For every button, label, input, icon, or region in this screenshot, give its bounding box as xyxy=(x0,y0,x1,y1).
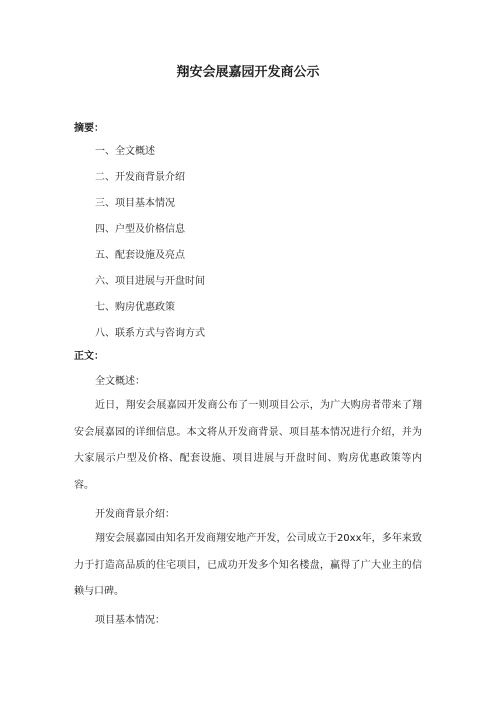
section-heading: 全文概述： xyxy=(95,376,145,387)
toc-item: 四、户型及价格信息 xyxy=(95,224,185,235)
abstract-label: 摘要： xyxy=(74,123,104,134)
toc-item: 一、全文概述 xyxy=(95,146,155,157)
toc-item: 六、项目进展与开盘时间 xyxy=(95,276,205,287)
toc-item: 三、项目基本情况 xyxy=(95,198,175,209)
document-title: 翔安会展嘉园开发商公示 xyxy=(176,65,320,80)
section-paragraph: 翔安会展嘉园由知名开发商翔安地产开发，公司成立于20xx年，多年来致力于打造高品质的住宅项目，已成功开发多个知名楼盘，赢得了广大业主的信赖与口碑。 xyxy=(74,533,422,597)
body-label: 正文： xyxy=(74,351,104,362)
section-heading: 项目基本情况： xyxy=(95,615,165,626)
toc-item: 七、购房优惠政策 xyxy=(95,302,175,313)
toc-item: 二、开发商背景介绍 xyxy=(95,172,185,183)
section-paragraph: 近日，翔安会展嘉园开发商公布了一则项目公示，为广大购房者带来了翔安会展嘉园的详细信息。本文将从开发商背景、项目基本情况进行介绍，并为大家展示户型及价格、配套设施、项目进展与开盘时间、购房优惠政策等内容。 xyxy=(74,400,422,491)
toc-item: 八、联系方式与咨询方式 xyxy=(95,328,205,339)
toc-item: 五、配套设施及亮点 xyxy=(95,250,185,261)
section-heading: 开发商背景介绍： xyxy=(95,509,175,520)
